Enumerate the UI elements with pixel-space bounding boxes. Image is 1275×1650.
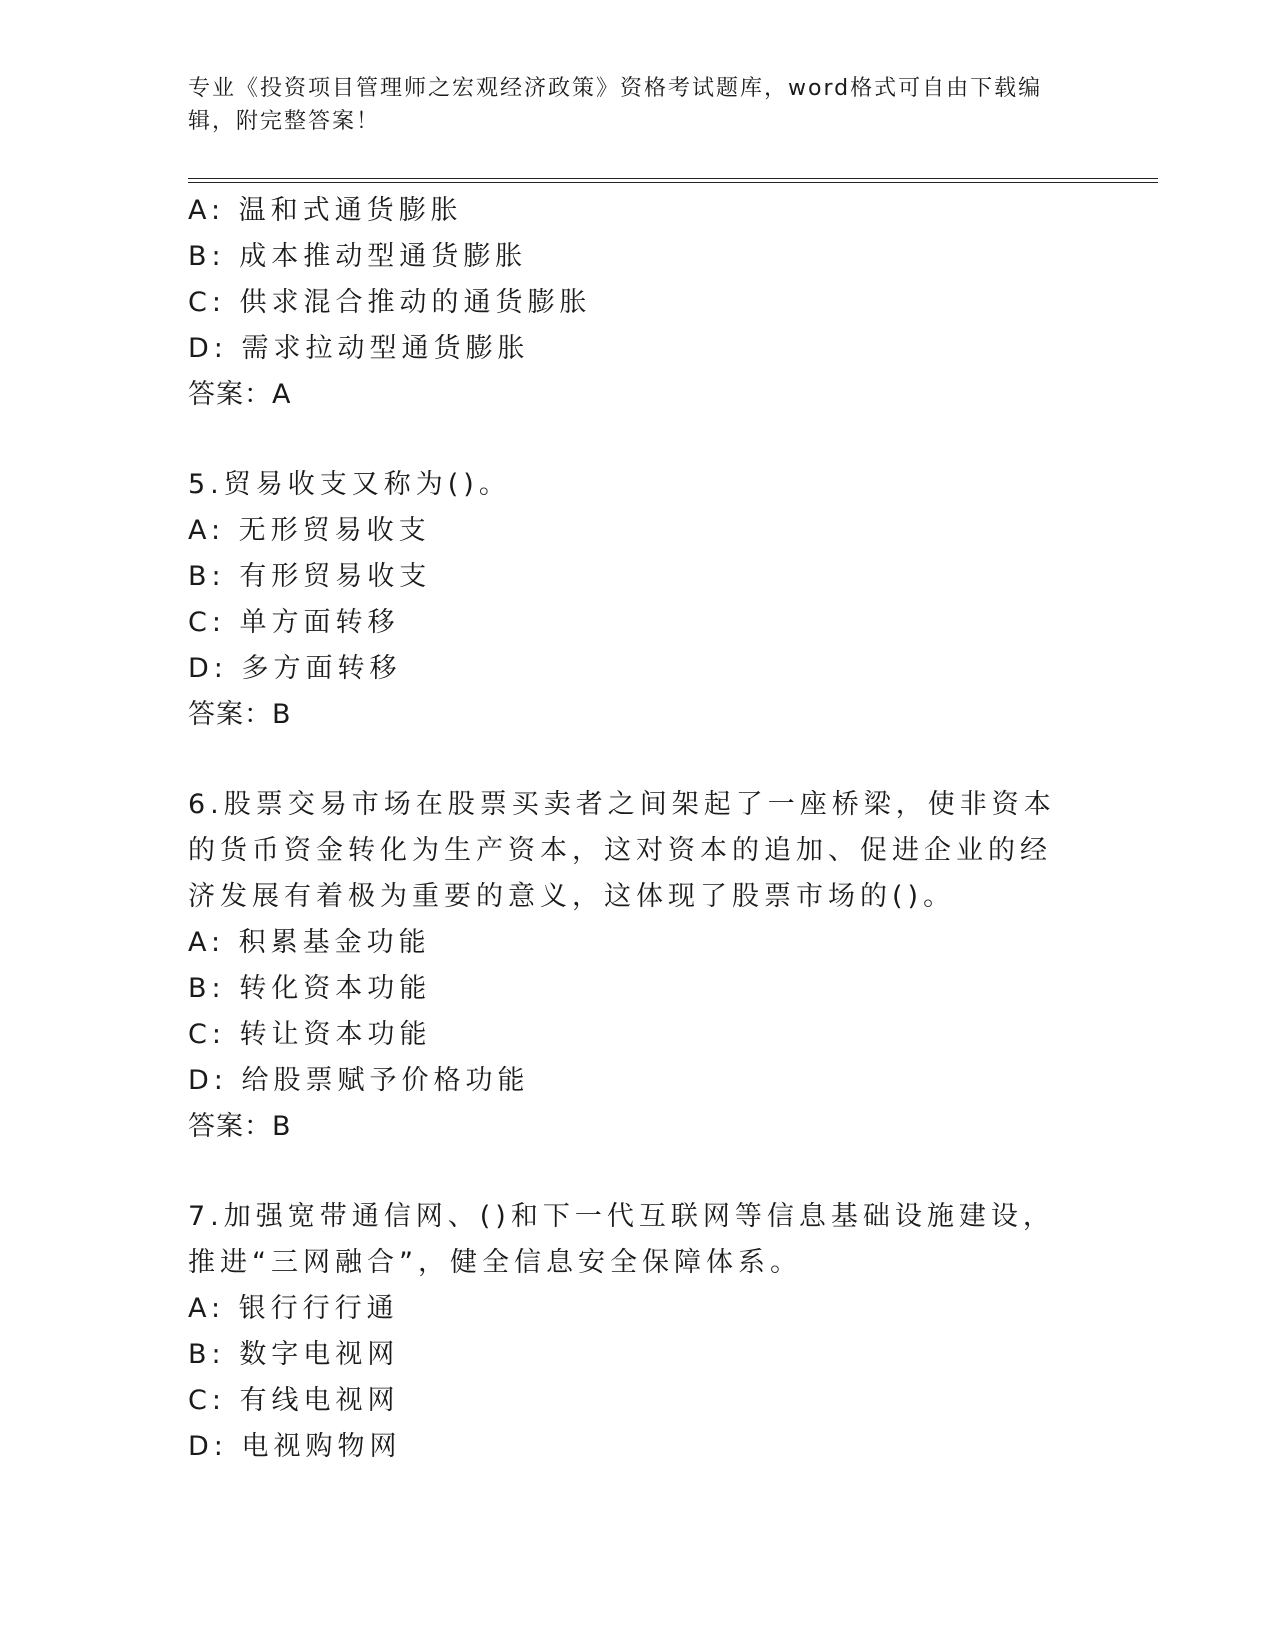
option-c: C: 有线电视网	[188, 1385, 400, 1416]
option-b: B: 转化资本功能	[188, 973, 432, 1004]
question-list	[188, 188, 1088, 1470]
answer-line: 答案：A	[188, 379, 292, 410]
option-b: B: 数字电视网	[188, 1339, 400, 1370]
option-a: A: 温和式通货膨胀	[188, 195, 463, 226]
question-block	[188, 1194, 1088, 1470]
question-stem: 5.贸易收支又称为()。	[188, 469, 511, 500]
option-a: A: 积累基金功能	[188, 927, 431, 958]
question-stem: 6.股票交易市场在股票买卖者之间架起了一座桥梁，使非资本的货币资金转化为生产资本，这对资本的追加、促进企业的经济发展有着极为重要的意义，这体现了股票市场的()。	[188, 789, 1056, 912]
option-a: A: 银行行行通	[188, 1293, 399, 1324]
question-stem: 7.加强宽带通信网、()和下一代互联网等信息基础设施建设，推进“三网融合”，健全信息安全保障体系。	[188, 1201, 1055, 1278]
option-c: C: 单方面转移	[188, 607, 400, 638]
answer-line: 答案：B	[188, 1111, 292, 1142]
option-c: C: 转让资本功能	[188, 1019, 432, 1050]
option-a: A: 无形贸易收支	[188, 515, 431, 546]
option-d: D: 需求拉动型通货膨胀	[188, 333, 530, 364]
option-d: D: 电视购物网	[188, 1431, 402, 1462]
answer-line: 答案：B	[188, 699, 292, 730]
question-block	[188, 188, 1088, 418]
header-divider	[188, 178, 1158, 183]
document-header: 专业《投资项目管理师之宏观经济政策》资格考试题库，word格式可自由下载编辑，附完整答案！	[188, 76, 1043, 134]
option-d: D: 给股票赋予价格功能	[188, 1065, 530, 1096]
option-b: B: 成本推动型通货膨胀	[188, 241, 528, 272]
option-d: D: 多方面转移	[188, 653, 402, 684]
question-block	[188, 782, 1088, 1150]
question-block	[188, 462, 1088, 738]
option-c: C: 供求混合推动的通货膨胀	[188, 287, 592, 318]
option-b: B: 有形贸易收支	[188, 561, 432, 592]
